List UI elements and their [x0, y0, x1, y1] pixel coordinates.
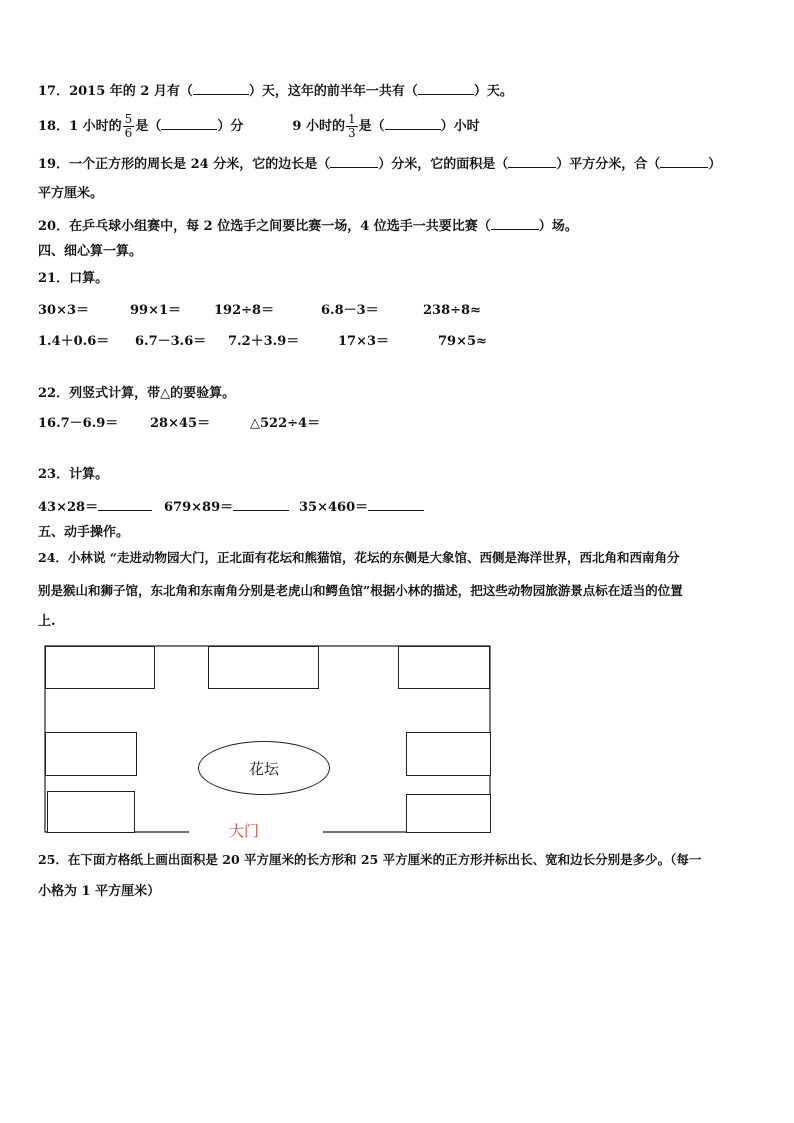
calc-item — [299, 498, 424, 517]
question-text: 小林说 “走进动物园大门，正北面有花坛和熊猫馆，花坛的东侧是大象馆、西侧是海洋世界，西北角和西南角分 — [67, 550, 680, 565]
question-25-line2: 小格为 1 平方厘米） — [38, 884, 161, 899]
question-text: 9 小时的 — [292, 119, 345, 134]
question-number: 24． — [38, 550, 68, 565]
fraction-denominator: 3 — [347, 126, 356, 140]
question-text: 是（ — [358, 119, 385, 134]
calc-item: △522÷4＝ — [250, 416, 321, 431]
question-number: 18． — [38, 119, 70, 134]
fraction-numerator: 5 — [124, 112, 133, 126]
question-title: 口算。 — [69, 271, 109, 286]
calc-item: 238÷8≈ — [423, 303, 481, 318]
question-number: 22． — [38, 386, 70, 401]
section-heading: 五、动手操作。 — [38, 525, 130, 540]
flowerbed-oval — [198, 741, 330, 795]
calc-item: 17×3＝ — [338, 334, 390, 349]
zoo-spot-southeast[interactable] — [406, 794, 491, 833]
calc-item: 30×3＝ — [38, 303, 90, 318]
answer-blank[interactable] — [98, 498, 152, 511]
question-text: ）天，这年的前半年一共有（ — [248, 84, 418, 99]
question-number: 25． — [38, 852, 68, 867]
calc-item: 6.7－3.6＝ — [135, 334, 207, 349]
calc-item: 1.4＋0.6＝ — [38, 334, 110, 349]
answer-blank[interactable] — [233, 498, 289, 511]
question-number: 17． — [38, 84, 70, 99]
answer-blank[interactable] — [161, 117, 217, 130]
question-text: ）小时 — [440, 119, 480, 134]
question-23 — [38, 466, 108, 484]
question-18 — [38, 112, 480, 142]
calc-item: 99×1＝ — [130, 303, 182, 318]
answer-blank[interactable] — [193, 82, 249, 95]
question-text: ）分米，它的面积是（ — [378, 157, 509, 172]
question-text: ）场。 — [538, 219, 578, 234]
question-number: 23． — [38, 467, 70, 482]
question-21 — [38, 270, 108, 288]
question-text: ）平方分米，合（ — [556, 157, 661, 172]
gate-label: 大门 — [229, 822, 260, 840]
calc-expression: 35×460＝ — [299, 500, 369, 515]
question-number: 19． — [38, 157, 70, 172]
question-24 — [38, 549, 679, 567]
question-19-line2: 平方厘米。 — [38, 186, 104, 201]
zoo-spot-west[interactable] — [45, 732, 137, 776]
calc-item — [38, 498, 152, 517]
fraction — [346, 113, 358, 140]
calc-item: 16.7－6.9＝ — [38, 416, 119, 431]
zoo-spot-southwest[interactable] — [47, 791, 135, 833]
answer-blank[interactable] — [660, 155, 708, 168]
calc-expression: 43×28＝ — [38, 500, 99, 515]
calc-item: 7.2＋3.9＝ — [228, 334, 300, 349]
question-text: ）天。 — [473, 84, 513, 99]
question-17 — [38, 82, 513, 101]
calc-item: 192÷8＝ — [214, 303, 275, 318]
zoo-spot-north[interactable] — [208, 646, 319, 689]
question-text: 2015 年的 2 月有（ — [69, 84, 193, 99]
answer-blank[interactable] — [418, 82, 474, 95]
question-24-line2: 别是猴山和狮子馆，东北角和东南角分别是老虎山和鳄鱼馆”根据小林的描述，把这些动物园旅游景点标在适当的位置 — [38, 583, 683, 598]
question-title: 列竖式计算，带△的要验算。 — [69, 386, 236, 401]
question-title: 计算。 — [69, 467, 109, 482]
calc-item: 6.8－3＝ — [321, 303, 379, 318]
zoo-spot-northeast[interactable] — [398, 646, 490, 689]
question-text: 一个正方形的周长是 24 分米，它的边长是（ — [69, 157, 331, 172]
question-number: 21． — [38, 271, 70, 286]
question-25 — [38, 851, 701, 869]
question-text: ）分 — [217, 119, 244, 134]
fraction-denominator: 6 — [124, 126, 133, 140]
calc-expression: 679×89＝ — [164, 500, 234, 515]
answer-blank[interactable] — [508, 155, 556, 168]
zoo-spot-northwest[interactable] — [45, 646, 155, 689]
question-text: ） — [708, 157, 722, 172]
answer-blank[interactable] — [368, 498, 424, 511]
calc-item: 28×45＝ — [150, 416, 211, 431]
answer-blank[interactable] — [385, 117, 441, 130]
calc-item: 79×5≈ — [438, 334, 487, 349]
answer-blank[interactable] — [491, 217, 539, 230]
question-20 — [38, 217, 578, 236]
question-text: 是（ — [135, 119, 162, 134]
fraction-numerator: 1 — [347, 112, 356, 126]
calc-item — [164, 498, 289, 517]
zoo-spot-east[interactable] — [406, 732, 491, 776]
question-text: 在乒乓球小组赛中，每 2 位选手之间要比赛一场，4 位选手一共要比赛（ — [69, 219, 491, 234]
flowerbed-label: 花坛 — [248, 759, 279, 778]
question-text: 在下面方格纸上画出面积是 20 平方厘米的长方形和 25 平方厘米的正方形并标出长、宽和边长分别是多少。（每一 — [67, 852, 702, 867]
answer-blank[interactable] — [330, 155, 378, 168]
question-19 — [38, 155, 721, 174]
question-24-line3: 上. — [38, 614, 56, 629]
fraction — [123, 113, 135, 140]
question-number: 20． — [38, 219, 70, 234]
question-22 — [38, 385, 235, 403]
question-text: 1 小时的 — [69, 119, 122, 134]
section-heading: 四、细心算一算。 — [38, 244, 143, 259]
